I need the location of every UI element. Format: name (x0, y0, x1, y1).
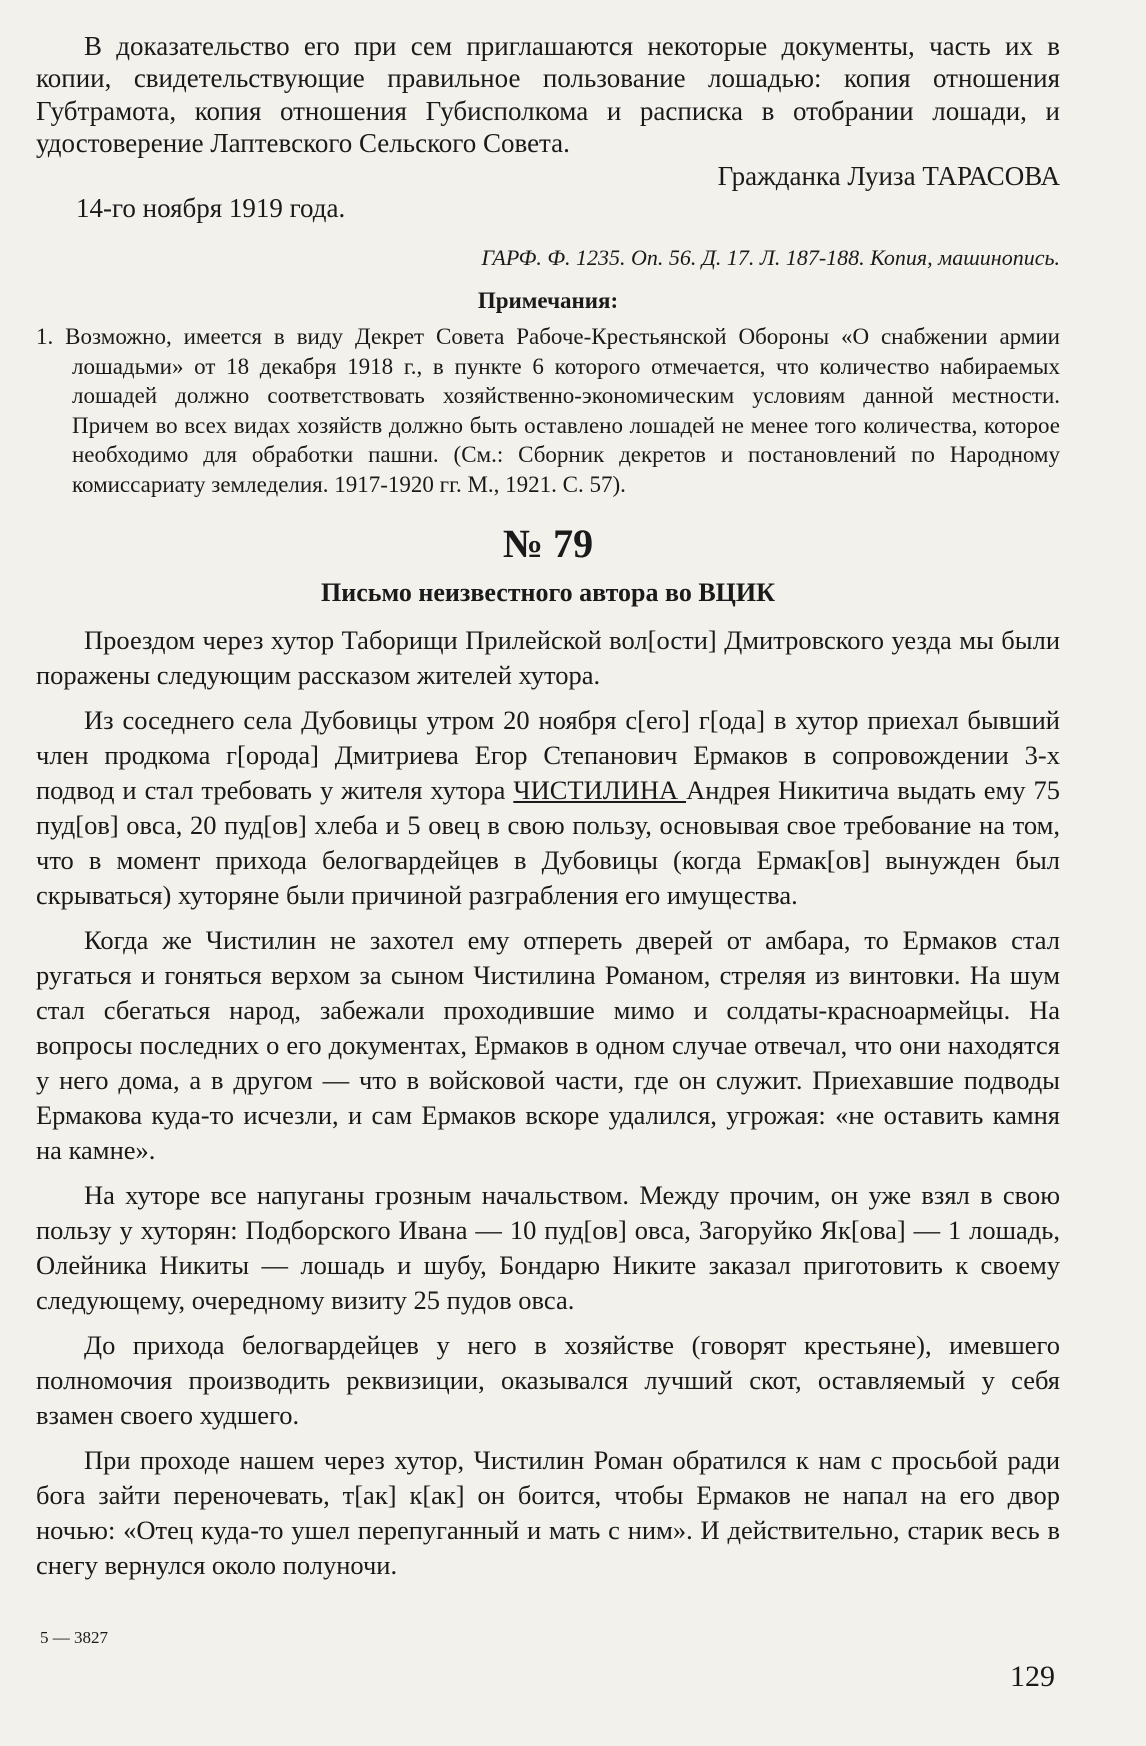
body-paragraph (36, 703, 1060, 913)
body-paragraph: До прихода белогвардейцев у него в хозяйстве (говорят крестьяне), имевшего полномочия производить реквизиции, оказывался лучший скот, оставляемый у себя взамен своего худшего. (36, 1330, 1060, 1431)
paragraph-text: Из соседнего села Дубовицы утром 20 ноября с[его] г[ода] в хутор приехал бывший член продкома г[орода] Дмитриева Егор Степанович Ермаков в сопровождении 3-х подвод и стал требовать у жителя хутора (36, 705, 1060, 806)
body-paragraph: При проходе нашем через хутор, Чистилин Роман обратился к нам с просьбой ради бога зайти переночевать, т[ак] к[ак] он боится, чтобы Ермаков не напал на его двор ночью: «Отец куда-то ушел перепуганный и мать с ним». И действительно, старик весь в снегу вернулся около полуночи. (36, 1445, 1060, 1581)
letter-date: 14-го ноября 1919 года. (76, 193, 346, 224)
document-page (36, 30, 1060, 1593)
notes-heading: Примечания: (477, 288, 619, 314)
letter-body (36, 623, 1060, 1583)
body-paragraph: Когда же Чистилин не захотел ему отпереть дверей от амбара, то Ермаков стал ругаться и гоняться верхом за сыном Чистилина Романом, стреляя из винтовки. На шум стал сбегаться народ, забежали проходившие мимо и солдаты-красноармейцы. На вопросы последних о его документах, Ермаков в одном случае отвечал, что они находятся у него дома, а в другом — что в войсковой части, где он служит. Приехавшие подводы Ермакова куда-то исчезли, и сам Ермаков вскоре удалился, угрожая: «не оставить камня на камне». (36, 925, 1060, 1166)
print-signature-mark: 5 — 3827 (40, 1628, 108, 1647)
body-paragraph: Проездом через хутор Таборищи Прилейской вол[ости] Дмитровского уезда мы были поражены следующим рассказом жителей хутора. (36, 625, 1060, 691)
paragraph-text: Андрея Никитича выдать ему 75 пуд[ов] овса, 20 пуд[ов] хлеба и 5 овец в свою пользу, основывая свое требование на том, что в момент прихода белогвардейцев в Дубовицы (когда Ермак[ов] вынужден был скрываться) хуторяне были причиной разграбления его имущества. (36, 775, 1060, 911)
underlined-name: ЧИСТИЛИНА (513, 775, 687, 806)
signature: Гражданка Луиза ТАРАСОВА (717, 160, 1060, 191)
document-title: Письмо неизвестного автора во ВЦИК (321, 578, 775, 608)
note-item: 1. Возможно, имеется в виду Декрет Совета Рабоче-Крестьянской Обороны «О снабжении армии лошадьми» от 18 декабря 1918 г., в пункте 6 которого отмечается, что количество набираемых лошадей должно соответствовать хозяйственно-экономическим условиям данной местности. Причем во всех видах хозяйств должно быть оставлено лошадей не менее того количества, которое необходимо для обработки пашни. (См.: Сборник декретов и постановлений по Народному комиссариату земледелия. 1917-1920 гг. М., 1921. С. 57). (36, 324, 1060, 497)
body-paragraph: На хуторе все напуганы грозным начальством. Между прочим, он уже взял в свою пользу у хуторян: Подборского Ивана — 10 пуд[ов] овса, Загоруйко Як[ова] — 1 лошадь, Олейника Никиты — лошадь и шубу, Бондарю Никите заказал приготовить к своему следующему, очередному визиту 25 пудов овса. (36, 1180, 1060, 1316)
archive-reference: ГАРФ. Ф. 1235. Оп. 56. Д. 17. Л. 187-188. Копия, машинопись. (481, 245, 1060, 271)
document-number: № 79 (502, 521, 594, 567)
page-number: 129 (1010, 1660, 1055, 1693)
evidence-paragraph: В доказательство его при сем приглашаются некоторые документы, часть их в копии, свидетельствующие правильное пользование лошадью: копия отношения Губтрамота, копия отношения Губисполкома и расписка в отобрании лошади, и удостоверение Лаптевского Сельского Совета. (36, 31, 1060, 159)
